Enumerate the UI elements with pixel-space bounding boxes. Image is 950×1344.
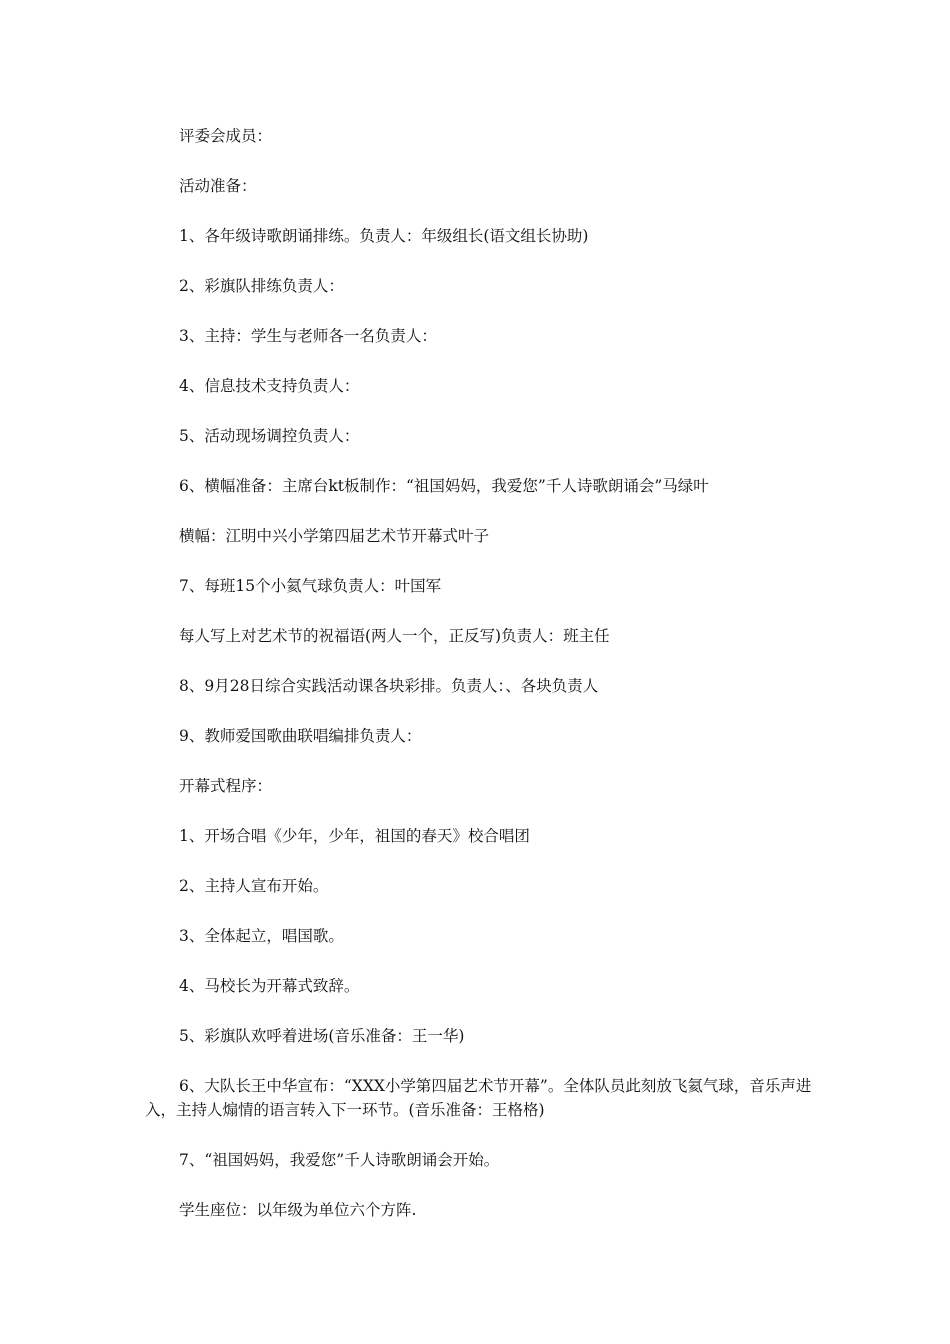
paragraph-prep-item-4: 4、信息技术支持负责人：: [179, 377, 360, 395]
paragraph-program-item-3: 3、全体起立，唱国歌。: [179, 927, 344, 945]
paragraph-activity-prep-heading: 活动准备：: [179, 177, 257, 195]
paragraph-prep-item-5: 5、活动现场调控负责人：: [179, 427, 360, 445]
paragraph-student-seating: 学生座位：以年级为单位六个方阵.: [179, 1201, 417, 1219]
paragraph-prep-item-1: 1、各年级诗歌朗诵排练。负责人：年级组长(语文组长协助): [179, 227, 589, 245]
paragraph-program-item-1: 1、开场合唱《少年，少年，祖国的春天》校合唱团: [179, 827, 530, 845]
paragraph-program-item-4: 4、马校长为开幕式致辞。: [179, 977, 360, 995]
paragraph-program-item-5: 5、彩旗队欢呼着进场(音乐准备：王一华): [179, 1027, 465, 1045]
paragraph-banner: 横幅：江明中兴小学第四届艺术节开幕式叶子: [179, 527, 490, 545]
paragraph-program-item-7: 7、“祖国妈妈，我爱您”千人诗歌朗诵会开始。: [179, 1151, 500, 1169]
paragraph-program-item-2: 2、主持人宣布开始。: [179, 877, 329, 895]
paragraph-program-item-6: 6、大队长王中华宣布：“XXX小学第四届艺术节开幕”。全体队员此刻放飞氦气球，音乐声进入，主持人煽情的语言转入下一环节。(音乐准备：王格格): [145, 1077, 812, 1119]
paragraph-blessing: 每人写上对艺术节的祝福语(两人一个，正反写)负责人：班主任: [179, 627, 610, 645]
paragraph-jury-members: 评委会成员：: [179, 127, 273, 145]
paragraph-prep-item-3: 3、主持：学生与老师各一名负责人：: [179, 327, 437, 345]
paragraph-prep-item-7: 7、每班15个小氦气球负责人：叶国军: [179, 577, 442, 595]
paragraph-prep-item-8: 8、9月28日综合实践活动课各块彩排。负责人：、各块负责人: [179, 677, 599, 695]
paragraph-prep-item-6: 6、横幅准备：主席台kt板制作：“祖国妈妈，我爱您”千人诗歌朗诵会”马绿叶: [179, 477, 709, 495]
paragraph-prep-item-2: 2、彩旗队排练负责人：: [179, 277, 344, 295]
paragraph-prep-item-9: 9、教师爱国歌曲联唱编排负责人：: [179, 727, 422, 745]
paragraph-program-heading: 开幕式程序：: [179, 777, 273, 795]
